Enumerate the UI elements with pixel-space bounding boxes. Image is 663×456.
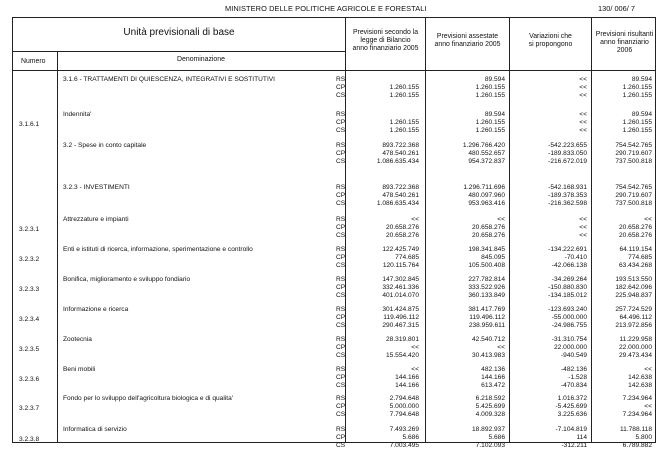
cell-value: -34.269.264 [551, 276, 587, 283]
cell-value: -482.136 [560, 366, 587, 373]
row-type: RS [336, 76, 346, 83]
cell-value: 360.133.849 [468, 291, 505, 299]
row-type: CS [336, 351, 346, 359]
table-row [13, 336, 655, 366]
cell-value: 1.296.711.696 [463, 184, 505, 191]
cell-value: 64.119.154 [619, 246, 652, 253]
row-type: RS [336, 306, 346, 313]
table-row [13, 111, 655, 141]
row-type: CP [336, 191, 346, 199]
denominazione-label: Denominazione [177, 56, 225, 63]
row-description: Informatica di servizio [63, 426, 127, 433]
row-type: CP [336, 83, 346, 91]
col-header-line: legge di Bilancio [360, 37, 411, 44]
cell-value: 333.522.926 [468, 283, 505, 291]
cell-value: 1.260.155 [475, 83, 505, 91]
cell-value: 225.948.837 [615, 291, 652, 299]
cell-value: << [644, 366, 652, 373]
cell-value: 7.234.964 [622, 395, 652, 402]
cell-value: 120.115.764 [382, 261, 419, 269]
col-header-line: Variazioni che [529, 33, 572, 40]
cell-value: 954.372.837 [468, 157, 505, 165]
row-number: 3.2.3.5 [19, 346, 40, 353]
row-type: CP [336, 118, 346, 126]
cell-value: 5.800 [635, 433, 652, 441]
cell-value: 20.658.276 [471, 223, 505, 231]
cell-value: 144.166 [395, 373, 419, 381]
cell-value: 4.009.328 [475, 410, 505, 418]
row-description: Indennita' [63, 111, 92, 118]
row-description: Informazione e ricerca [63, 306, 129, 313]
cell-value: -470.834 [560, 381, 587, 389]
cell-value: 332.461.336 [382, 283, 419, 291]
cell-value: 1.260.155 [475, 118, 505, 126]
cell-value: 7.234.964 [622, 410, 652, 418]
cell-value: 480.097.960 [468, 191, 505, 199]
cell-value: 3.225.636 [557, 410, 587, 418]
cell-value: 63.434.268 [618, 261, 652, 269]
numero-label: Numero [21, 58, 46, 65]
col-header-variazioni [510, 33, 591, 49]
cell-value: << [411, 366, 419, 373]
cell-value: 198.341.845 [468, 246, 505, 253]
cell-value: -134.185.012 [548, 291, 587, 299]
cell-value: 142.638 [628, 381, 652, 389]
cell-value: 1.260.155 [389, 118, 419, 126]
cell-value: 754.542.765 [615, 184, 652, 191]
cell-value: << [644, 216, 652, 223]
row-type: RS [336, 426, 346, 433]
row-number: 3.2.3.4 [19, 316, 40, 323]
cell-value: -189.833.050 [548, 149, 587, 157]
cell-value: 89.594 [631, 111, 652, 118]
col-header-assestate [426, 33, 509, 49]
cell-value: -216.672.019 [548, 157, 587, 165]
cell-value: -70.410 [564, 253, 587, 261]
row-type: CS [336, 126, 346, 134]
cell-value: 1.296.766.420 [462, 142, 505, 149]
cell-value: 119.496.112 [383, 313, 419, 321]
row-type: CP [336, 283, 346, 291]
cell-value: 182.642.096 [615, 283, 652, 291]
cell-value: 480.552.657 [468, 149, 505, 157]
cell-value: -24.986.755 [551, 321, 587, 329]
cell-value: 1.086.635.434 [376, 199, 419, 207]
cell-value: 7.493.269 [389, 426, 419, 433]
row-description: Beni mobili [63, 366, 96, 373]
cell-value: << [579, 111, 587, 118]
cell-value: -312.211 [561, 441, 587, 449]
cell-value: 1.260.155 [622, 126, 652, 134]
table-row [13, 216, 655, 246]
cell-value: << [579, 91, 587, 99]
row-number: 3.2.3.8 [19, 436, 40, 443]
cell-value: -150.880.830 [548, 283, 587, 291]
budget-table [12, 17, 656, 449]
table-row [13, 142, 655, 172]
row-number: 3.2.3.1 [19, 226, 40, 233]
row-type: RS [336, 111, 346, 118]
row-type: RS [336, 216, 346, 223]
cell-value: << [579, 223, 587, 231]
cell-value: << [497, 216, 505, 223]
cell-value: 401.014.070 [382, 291, 419, 299]
cell-value: 144.166 [481, 373, 505, 381]
row-type: CP [336, 253, 346, 261]
row-number: 3.2.3.6 [19, 376, 40, 383]
header-title: MINISTERO DELLE POLITICHE AGRICOLE E FORESTALI [225, 4, 427, 13]
table-row [13, 395, 655, 425]
row-description: Fondo per lo sviluppo dell'agricoltura biologica e di qualita' [63, 395, 234, 402]
cell-value: 20.658.276 [618, 231, 652, 239]
row-description: Attrezzature e impianti [63, 216, 129, 223]
row-type: RS [336, 184, 346, 191]
cell-value: 953.963.416 [468, 199, 505, 207]
cell-value: << [579, 83, 587, 91]
table-row [13, 184, 655, 214]
cell-value: 89.594 [484, 111, 505, 118]
cell-value: 5.425.699 [475, 402, 505, 410]
cell-value: 381.417.769 [468, 306, 505, 313]
cell-value: 147.302.845 [382, 276, 419, 283]
cell-value: 238.959.611 [468, 321, 505, 329]
cell-value: 1.260.155 [622, 83, 652, 91]
cell-value: 290.719.607 [615, 149, 652, 157]
cell-value: -216.362.598 [548, 199, 587, 207]
col-header-risultanti [592, 31, 657, 55]
row-description: 3.2.3 - INVESTIMENTI [63, 184, 130, 191]
cell-value: 7.102.093 [475, 441, 505, 449]
cell-value: -189.378.353 [548, 191, 587, 199]
row-type: CS [336, 410, 346, 418]
cell-value: 1.016.372 [557, 395, 587, 402]
col-header-line: Previsioni risultanti [595, 31, 654, 38]
row-type: CS [336, 321, 346, 329]
row-type: RS [336, 336, 346, 343]
col-header-line: anno finanziario 2006 [600, 39, 649, 54]
cell-value: 893.722.368 [382, 142, 419, 149]
cell-value: 613.472 [481, 381, 505, 389]
cell-value: 11.229.958 [619, 336, 652, 343]
table-row [13, 246, 655, 276]
cell-value: 2.794.648 [389, 395, 419, 402]
table-row [13, 426, 655, 456]
table-row [13, 276, 655, 306]
row-type: CP [336, 149, 346, 157]
cell-value: 5.686 [402, 433, 419, 441]
cell-value: 20.658.276 [618, 223, 652, 231]
cell-value: 478.540.261 [382, 149, 419, 157]
table-row [13, 76, 655, 106]
cell-value: 5.000.000 [389, 402, 419, 410]
row-description: Zootecnia [63, 336, 92, 343]
cell-value: -1.528 [568, 373, 587, 381]
cell-value: 7.794.648 [389, 410, 419, 418]
cell-value: 193.513.550 [615, 276, 652, 283]
cell-value: << [644, 402, 652, 410]
cell-value: 105.500.408 [468, 261, 505, 269]
cell-value: << [579, 231, 587, 239]
cell-value: 227.782.814 [468, 276, 505, 283]
col-header-line: anno finanziario 2005 [352, 45, 419, 52]
cell-value: -134.222.691 [548, 246, 587, 253]
cell-value: << [579, 216, 587, 223]
cell-value: -123.693.240 [548, 306, 587, 313]
row-number: 3.2.3.7 [19, 405, 40, 412]
cell-value: 6.789.882 [622, 441, 652, 449]
row-description: 3.1.6 - TRATTAMENTI DI QUIESCENZA, INTEGRATIVI E SOSTITUTIVI [63, 76, 275, 83]
cell-value: 5.686 [488, 433, 505, 441]
col-header-bilancio [346, 29, 425, 53]
row-type: CS [336, 261, 346, 269]
col-header-line: si propongono [528, 41, 573, 48]
row-type: CS [336, 381, 346, 389]
row-type: CP [336, 313, 346, 321]
row-type: RS [336, 246, 346, 253]
cell-value: << [411, 343, 419, 351]
row-number: 3.2.3.3 [19, 286, 40, 293]
cell-value: 290.467.315 [382, 321, 419, 329]
cell-value: 42.540.712 [471, 336, 505, 343]
cell-value: 893.722.368 [382, 184, 419, 191]
cell-value: 213.972.856 [615, 321, 652, 329]
row-description: Enti e istituti di ricerca, informazione, sperimentazione e controllo [63, 246, 253, 253]
cell-value: 22.000.000 [618, 343, 652, 351]
cell-value: 845.095 [481, 253, 505, 261]
cell-value: 257.724.529 [615, 306, 652, 313]
cell-value: 1.260.155 [622, 118, 652, 126]
cell-value: 478.540.261 [382, 191, 419, 199]
cell-value: 737.500.818 [615, 199, 652, 207]
cell-value: 119.496.112 [469, 313, 505, 321]
cell-value: 737.500.818 [615, 157, 652, 165]
cell-value: 28.319.801 [385, 336, 419, 343]
row-type: RS [336, 366, 346, 373]
table-row [13, 366, 655, 396]
cell-value: 22.000.000 [553, 343, 587, 351]
cell-value: 301.424.875 [382, 306, 419, 313]
row-description: Bonifica, miglioramento e sviluppo fondiario [63, 276, 191, 283]
cell-value: 754.542.765 [615, 142, 652, 149]
table-row [13, 306, 655, 336]
row-type: CP [336, 223, 346, 231]
cell-value: 1.260.155 [475, 126, 505, 134]
cell-value: 114 [576, 433, 587, 441]
cell-value: 20.658.276 [471, 231, 505, 239]
row-type: CP [336, 402, 346, 410]
row-type: CS [336, 441, 346, 449]
cell-value: 1.260.155 [389, 126, 419, 134]
row-description: 3.2 - Spese in conto capitale [63, 142, 147, 149]
row-type: CS [336, 157, 346, 165]
cell-value: -5.425.699 [555, 402, 587, 410]
cell-value: 1.260.155 [475, 91, 505, 99]
row-type: RS [336, 276, 346, 283]
cell-value: 482.136 [481, 366, 505, 373]
row-type: CP [336, 343, 346, 351]
cell-value: << [579, 118, 587, 126]
cell-value: 774.685 [395, 253, 419, 261]
header-code: 130/ 006/ 7 [598, 4, 635, 13]
cell-value: 142.638 [628, 373, 652, 381]
cell-value: -42.066.138 [551, 261, 587, 269]
cell-value: -55.000.000 [551, 313, 587, 321]
cell-value: 144.166 [395, 381, 419, 389]
col-header-line: Previsioni secondo la [352, 29, 419, 36]
row-type: RS [336, 395, 346, 402]
cell-value: 20.658.276 [385, 223, 419, 231]
cell-value: 11.788.118 [619, 426, 652, 433]
row-number: 3.1.6.1 [19, 121, 40, 128]
cell-value: 89.594 [631, 76, 652, 83]
cell-value: -542.223.655 [548, 142, 587, 149]
unit-title: Unità previsionali di base [123, 27, 235, 38]
cell-value: -31.310.754 [551, 336, 587, 343]
cell-value: 15.554.420 [385, 351, 419, 359]
row-type: CP [336, 433, 346, 441]
cell-value: 20.658.276 [385, 231, 419, 239]
cell-value: -7.104.819 [555, 426, 587, 433]
row-type: RS [336, 142, 346, 149]
row-type: CS [336, 231, 346, 239]
col-header-line: anno finanziario 2005 [434, 41, 501, 48]
row-type: CP [336, 373, 346, 381]
cell-value: 89.594 [484, 76, 505, 83]
cell-value: 1.260.155 [622, 91, 652, 99]
cell-value: 1.086.635.434 [376, 157, 419, 165]
row-type: CS [336, 291, 346, 299]
cell-value: 6.218.592 [475, 395, 505, 402]
cell-value: 1.260.155 [389, 83, 419, 91]
row-type: CS [336, 91, 346, 99]
cell-value: << [497, 343, 505, 351]
cell-value: 290.719.607 [615, 191, 652, 199]
row-type: CS [336, 199, 346, 207]
cell-value: << [411, 216, 419, 223]
cell-value: 18.892.937 [471, 426, 505, 433]
cell-value: << [579, 126, 587, 134]
col-header-line: Previsioni assestate [436, 33, 499, 40]
cell-value: -940.549 [560, 351, 587, 359]
divider [13, 70, 655, 71]
cell-value: 29.473.434 [618, 351, 652, 359]
cell-value: 30.413.983 [471, 351, 505, 359]
row-number: 3.2.3.2 [19, 256, 40, 263]
cell-value: 1.260.155 [389, 91, 419, 99]
cell-value: 774.685 [628, 253, 652, 261]
cell-value: << [579, 76, 587, 83]
cell-value: 64.496.112 [619, 313, 652, 321]
cell-value: -542.168.931 [548, 184, 587, 191]
divider [13, 51, 345, 52]
cell-value: 122.425.749 [382, 246, 419, 253]
cell-value: 7.003.495 [389, 441, 419, 449]
